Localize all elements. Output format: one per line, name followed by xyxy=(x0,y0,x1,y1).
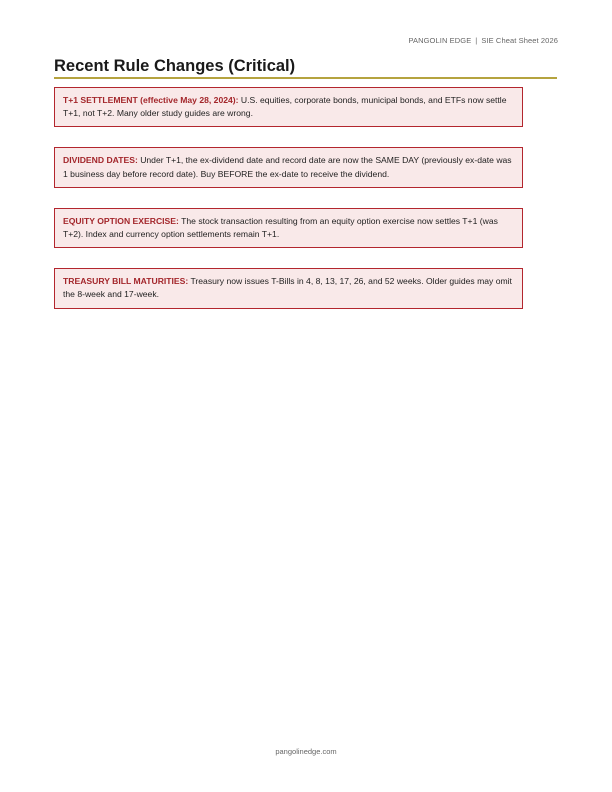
callout-lead: EQUITY OPTION EXERCISE: xyxy=(63,215,179,226)
callout-t1-settlement xyxy=(54,87,523,127)
section-title: Recent Rule Changes (Critical) xyxy=(54,56,557,79)
brand-name: PANGOLIN EDGE xyxy=(408,36,472,45)
callout-body: U.S. equities, corporate bonds, municipal bonds, and ETFs now settle T+1, not T+2. Many older study guides are wrong. xyxy=(63,95,507,119)
callout-lead: DIVIDEND DATES: xyxy=(63,155,138,166)
callout-body: Treasury now issues T-Bills in 4, 8, 13, 17, 26, and 52 weeks. Older guides may omit the 8-week and 17-week. xyxy=(63,276,512,300)
callout-lead: TREASURY BILL MATURITIES: xyxy=(63,276,189,287)
callout-list xyxy=(54,87,523,329)
footer-url: pangolinedge.com xyxy=(275,747,337,756)
document-title: SIE Cheat Sheet 2026 xyxy=(481,36,558,45)
callout-dividend-dates xyxy=(54,147,523,187)
callout-equity-option-exercise xyxy=(54,208,523,248)
callout-lead: T+1 SETTLEMENT (effective May 28, 2024): xyxy=(63,95,239,105)
callout-treasury-bill-maturities xyxy=(54,268,523,308)
callout-body: The stock transaction resulting from an equity option exercise now settles T+1 (was T+2). Index and currency option settlements remain T+1. xyxy=(63,215,498,240)
running-header xyxy=(408,36,558,45)
callout-body: Under T+1, the ex-dividend date and record date are now the SAME DAY (previously ex-date was 1 business day before record date). Buy BEFORE the ex-date to receive the dividend. xyxy=(63,155,512,179)
header-separator: | xyxy=(475,36,478,45)
